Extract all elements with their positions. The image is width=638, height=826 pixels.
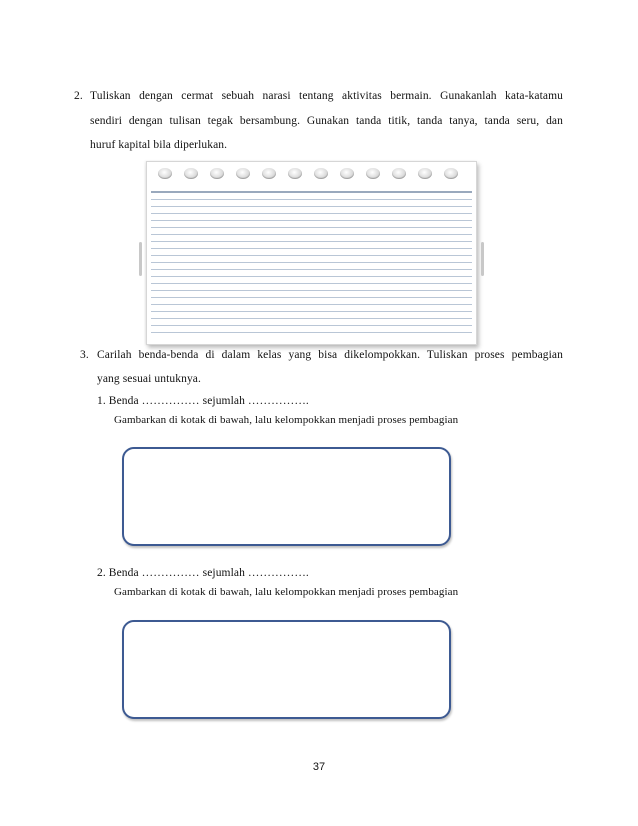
notebook-right-edge xyxy=(481,242,484,276)
item1-label: 1. Benda …………… sejumlah ……………. xyxy=(97,395,309,407)
notebook-rule xyxy=(151,199,472,200)
notebook-rule xyxy=(151,262,472,263)
notebook-rule xyxy=(151,290,472,291)
spiral-ring-icon xyxy=(158,168,172,179)
page-number: 37 xyxy=(312,761,326,773)
notebook-rule xyxy=(151,318,472,319)
spiral-ring-icon xyxy=(340,168,354,179)
notebook-rule xyxy=(151,276,472,277)
spiral-ring-icon xyxy=(444,168,458,179)
drawing-box-1[interactable] xyxy=(122,447,451,546)
notebook-rule xyxy=(151,332,472,333)
task2-line-1: Tuliskan dengan cermat sebuah narasi tentang aktivitas bermain. Gunakanlah kata-katamu xyxy=(90,90,563,102)
spiral-ring-icon xyxy=(210,168,224,179)
spiral-ring-icon xyxy=(366,168,380,179)
notebook-rule xyxy=(151,213,472,214)
notebook-rule xyxy=(151,241,472,242)
spiral-ring-icon xyxy=(184,168,198,179)
task2-line-2: sendiri dengan tulisan tegak bersambung. Gunakan tanda titik, tanda tanya, tanda seru, dan xyxy=(90,115,563,127)
notebook-rule xyxy=(151,325,472,326)
spiral-ring-icon xyxy=(236,168,250,179)
notebook-rule xyxy=(151,248,472,249)
notebook-rule xyxy=(151,255,472,256)
drawing-box-2[interactable] xyxy=(122,620,451,719)
notebook-rule xyxy=(151,311,472,312)
task2-number: 2. xyxy=(74,90,83,102)
task3-line-2: yang sesuai untuknya. xyxy=(97,373,201,385)
notebook-rule xyxy=(151,297,472,298)
notebook-paper-image xyxy=(146,161,477,345)
notebook-rule xyxy=(151,206,472,207)
task2-line-3: huruf kapital bila diperlukan. xyxy=(90,139,228,151)
notebook-rule xyxy=(151,304,472,305)
spiral-ring-icon xyxy=(314,168,328,179)
spiral-ring-icon xyxy=(288,168,302,179)
notebook-rule xyxy=(151,269,472,270)
spiral-ring-icon xyxy=(418,168,432,179)
item2-instruction: Gambarkan di kotak di bawah, lalu kelompokkan menjadi proses pembagian xyxy=(114,586,459,598)
notebook-rule xyxy=(151,234,472,235)
notebook-rule xyxy=(151,283,472,284)
notebook-rule xyxy=(151,220,472,221)
notebook-left-edge xyxy=(139,242,142,276)
task3-number: 3. xyxy=(80,349,89,361)
spiral-ring-icon xyxy=(392,168,406,179)
task3-line-1: Carilah benda-benda di dalam kelas yang bisa dikelompokkan. Tuliskan proses pembagian xyxy=(97,349,563,361)
item1-instruction: Gambarkan di kotak di bawah, lalu kelompokkan menjadi proses pembagian xyxy=(114,414,459,426)
notebook-rule xyxy=(151,227,472,228)
notebook-header-rule xyxy=(151,191,472,193)
item2-label: 2. Benda …………… sejumlah ……………. xyxy=(97,567,309,579)
spiral-ring-icon xyxy=(262,168,276,179)
